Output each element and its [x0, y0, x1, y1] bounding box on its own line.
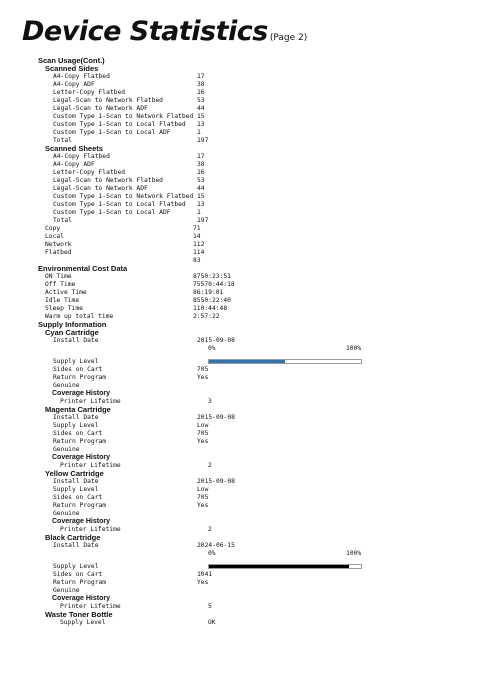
stat-value: 38 [197, 81, 205, 88]
stat-label: Legal-Scan to Network Flatbed [53, 97, 163, 104]
stat-value: OK [208, 619, 216, 626]
stat-label: Install Date [53, 478, 99, 485]
stat-value: Yes [197, 502, 209, 509]
stat-label: Legal-Scan to Network ADF [53, 105, 148, 112]
stat-value: 2015-09-08 [197, 478, 235, 485]
stat-value: 112 [193, 241, 205, 248]
heading-coverage-history: Coverage History [52, 390, 110, 397]
heading-waste-toner-bottle: Waste Toner Bottle [45, 610, 113, 619]
heading-black-cartridge: Black Cartridge [45, 533, 101, 542]
stat-label: Printer Lifetime [60, 462, 121, 469]
stat-value: 1041 [197, 571, 213, 578]
heading-supply-information: Supply Information [38, 320, 107, 329]
stat-label: Install Date [53, 414, 99, 421]
stat-value: 13 [197, 121, 205, 128]
stat-label: Off Time [45, 281, 76, 288]
page-number-label: (Page 2) [269, 33, 308, 43]
stat-value: 5 [208, 603, 212, 610]
supply-level-bar [208, 359, 362, 364]
stat-value: 17 [197, 73, 205, 80]
heading-magenta-cartridge: Magenta Cartridge [45, 405, 111, 414]
stat-label: Copy [45, 225, 61, 232]
stat-label: Genuine [53, 446, 80, 453]
heading-cyan-cartridge: Cyan Cartridge [45, 328, 99, 337]
stat-value: 17 [197, 153, 205, 160]
stat-value: 3 [208, 398, 212, 405]
title-text: Device Statistics [22, 16, 268, 47]
stat-label: Printer Lifetime [60, 398, 121, 405]
stat-label: Custom Type 1-Scan to Local Flatbed [53, 121, 186, 128]
scale-min-label: 0% [208, 345, 216, 352]
stat-label: ON Time [45, 273, 72, 280]
stat-value: 44 [197, 185, 205, 192]
stat-label: A4-Copy Flatbed [53, 73, 110, 80]
scale-max-label: 100% [346, 345, 362, 352]
stat-label: Local [45, 233, 64, 240]
stat-label: Return Program [53, 438, 107, 445]
heading-coverage-history: Coverage History [52, 595, 110, 602]
stat-value: 16 [197, 89, 205, 96]
stat-label: Printer Lifetime [60, 603, 121, 610]
stat-label: Supply Level [60, 619, 106, 626]
stat-label: Custom Type 1-Scan to Local ADF [53, 209, 171, 216]
heading-scan-usage-cont: Scan Usage(Cont.) [38, 56, 105, 65]
stat-label: Warm up total time [45, 313, 114, 320]
stat-value: Yes [197, 579, 209, 586]
scale-max-label: 100% [346, 550, 362, 557]
stat-label: Legal-Scan to Network Flatbed [53, 177, 163, 184]
stat-label: Flatbed [45, 249, 72, 256]
stat-value: 2015-09-08 [197, 337, 235, 344]
stat-label: Install Date [53, 337, 99, 344]
heading-yellow-cartridge: Yellow Cartridge [45, 469, 104, 478]
stat-value: 8750:23:51 [193, 273, 231, 280]
stat-value: 71 [193, 225, 201, 232]
stat-label: Custom Type 1-Scan to Network Flatbed [53, 193, 194, 200]
stat-label: Sides on Cart [53, 366, 103, 373]
stat-label: A4-Copy ADF [53, 81, 95, 88]
stat-value: 16 [197, 169, 205, 176]
stat-label: Custom Type 1-Scan to Local ADF [53, 129, 171, 136]
stat-value: 2 [208, 526, 212, 533]
stat-value: Yes [197, 438, 209, 445]
stat-label: Supply Level [53, 422, 99, 429]
stat-label: Supply Level [53, 486, 99, 493]
stat-label: Genuine [53, 587, 80, 594]
stat-value: Low [197, 422, 209, 429]
stat-value: 705 [197, 430, 209, 437]
stat-value: 114 [193, 249, 205, 256]
stat-label: Sides on Cart [53, 571, 103, 578]
stat-value: 53 [197, 177, 205, 184]
stat-label: Return Program [53, 579, 107, 586]
stat-label: Sides on Cart [53, 430, 103, 437]
stat-value: 44 [197, 105, 205, 112]
stat-value: 15 [197, 193, 205, 200]
stat-value: 53 [197, 97, 205, 104]
stat-value: 38 [197, 161, 205, 168]
stat-value: 2024-06-15 [197, 542, 235, 549]
stat-value: 86:19:01 [193, 289, 224, 296]
stat-label: Sleep Time [45, 305, 83, 312]
stat-label: Custom Type 1-Scan to Network Flatbed [53, 113, 194, 120]
stat-value: 13 [197, 201, 205, 208]
stat-value: Low [197, 486, 209, 493]
stat-value: 14 [193, 233, 201, 240]
stat-label: Supply Level [53, 563, 99, 570]
heading-coverage-history: Coverage History [52, 454, 110, 461]
stat-label: Return Program [53, 502, 107, 509]
stat-value: 705 [197, 494, 209, 501]
supply-level-fill [209, 565, 349, 568]
stat-value: 75570:44:18 [193, 281, 235, 288]
heading-scanned-sheets: Scanned Sheets [45, 144, 103, 153]
stat-label: Genuine [53, 510, 80, 517]
stat-label: Total [53, 217, 72, 224]
heading-scanned-sides: Scanned Sides [45, 64, 99, 73]
heading-environmental-cost-data: Environmental Cost Data [38, 264, 128, 273]
scale-min-label: 0% [208, 550, 216, 557]
stat-label: Active Time [45, 289, 87, 296]
stat-label: Custom Type 1-Scan to Local Flatbed [53, 201, 186, 208]
stat-value: 8550:22:40 [193, 297, 231, 304]
stat-value: 83 [193, 257, 201, 264]
stat-value: 197 [197, 217, 209, 224]
stat-value: 2015-09-08 [197, 414, 235, 421]
stat-label: Return Program [53, 374, 107, 381]
stat-label: Total [53, 137, 72, 144]
stat-label: A4-Copy ADF [53, 161, 95, 168]
stat-label: Sides on Cart [53, 494, 103, 501]
stat-label: Supply Level [53, 358, 99, 365]
stat-value: 197 [197, 137, 209, 144]
stat-label: Letter-Copy Flatbed [53, 169, 126, 176]
stat-label: Genuine [53, 382, 80, 389]
stat-label: Letter-Copy Flatbed [53, 89, 126, 96]
stat-label: Printer Lifetime [60, 526, 121, 533]
stat-label: Install Date [53, 542, 99, 549]
stat-value: 705 [197, 366, 209, 373]
supply-level-bar [208, 564, 362, 569]
stat-value: 2 [208, 462, 212, 469]
stat-value: 1 [197, 209, 201, 216]
stat-label: A4-Copy Flatbed [53, 153, 110, 160]
stat-value: 2:57:22 [193, 313, 220, 320]
stat-value: 15 [197, 113, 205, 120]
stat-label: Network [45, 241, 72, 248]
stat-value: 110:44:48 [193, 305, 228, 312]
supply-level-fill [209, 360, 285, 363]
stat-value: 1 [197, 129, 201, 136]
stat-label: Legal-Scan to Network ADF [53, 185, 148, 192]
stat-label: Idle Time [45, 297, 80, 304]
stat-value: Yes [197, 374, 209, 381]
heading-coverage-history: Coverage History [52, 518, 110, 525]
